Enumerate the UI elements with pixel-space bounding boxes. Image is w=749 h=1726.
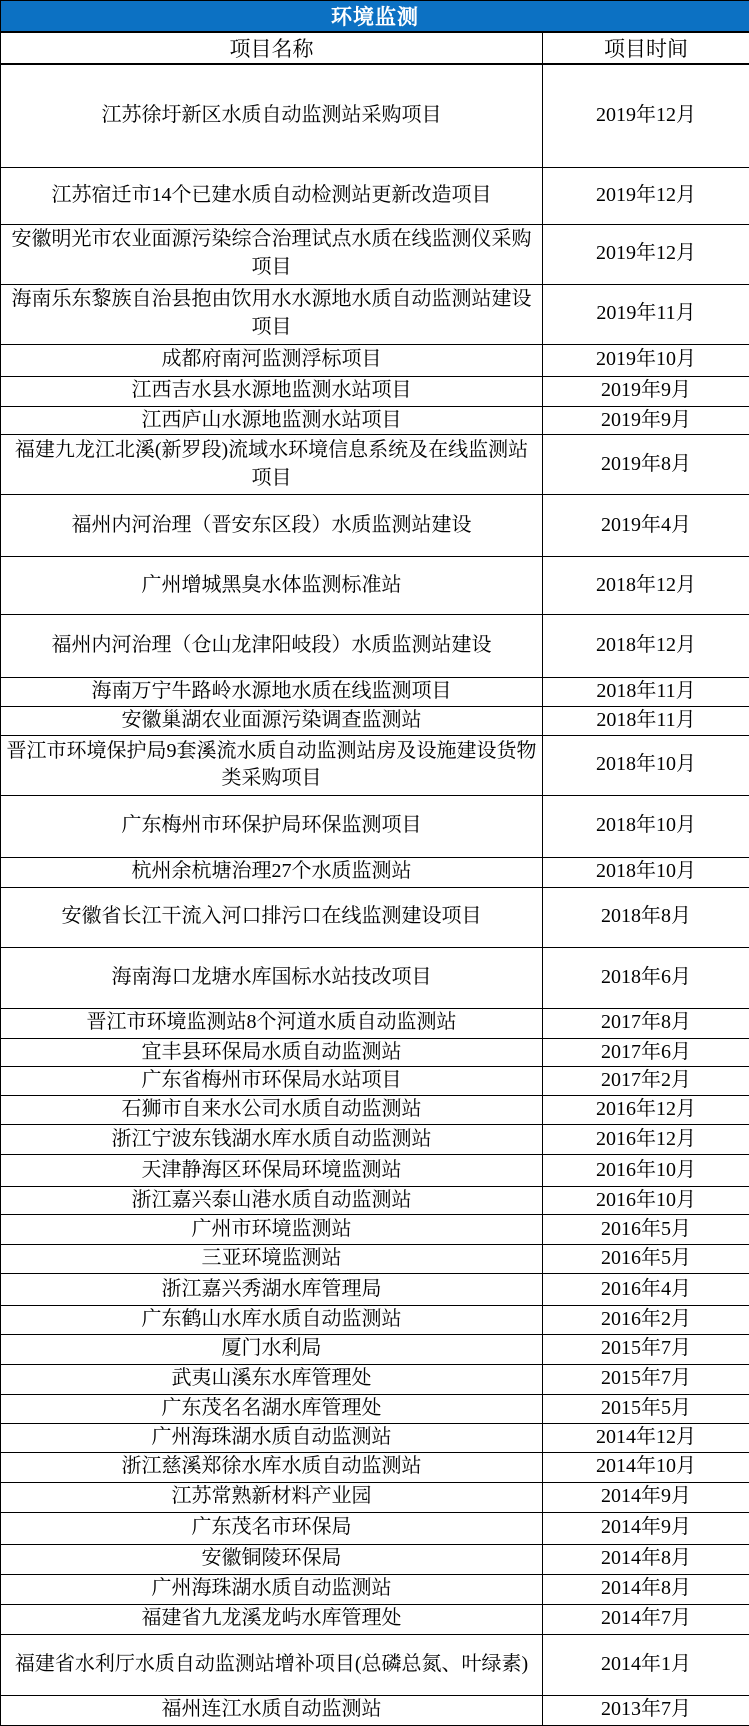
project-date-cell: 2019年12月 <box>543 167 749 224</box>
project-name-cell: 福州连江水质自动监测站 <box>1 1695 543 1725</box>
project-name-cell: 江苏常熟新材料产业园 <box>1 1482 543 1512</box>
project-date-cell: 2017年2月 <box>543 1067 749 1096</box>
project-date-cell: 2019年4月 <box>543 495 749 557</box>
table-row <box>1 1154 749 1186</box>
project-name-cell: 成都府南河监测浮标项目 <box>1 344 543 376</box>
table-row <box>1 344 749 376</box>
table-row <box>1 1634 749 1695</box>
table-row <box>1 435 749 495</box>
table-row <box>1 1544 749 1574</box>
table-row <box>1 735 749 795</box>
project-name-cell: 福建九龙江北溪(新罗段)流域水环境信息系统及在线监测站项目 <box>1 435 543 495</box>
project-date-cell: 2019年10月 <box>543 344 749 376</box>
table-row <box>1 1364 749 1394</box>
table-body <box>1 64 749 1725</box>
project-name-cell: 晋江市环境保护局9套溪流水质自动监测站房及设施建设货物类采购项目 <box>1 735 543 795</box>
project-name-cell: 浙江慈溪郑徐水库水质自动监测站 <box>1 1452 543 1482</box>
table-row <box>1 1274 749 1306</box>
project-name-cell: 浙江嘉兴秀湖水库管理局 <box>1 1274 543 1306</box>
table-row <box>1 1306 749 1335</box>
table-row <box>1 1067 749 1096</box>
project-name-cell: 福建省九龙溪龙屿水库管理处 <box>1 1604 543 1634</box>
project-name-cell: 广州海珠湖水质自动监测站 <box>1 1423 543 1452</box>
table-row <box>1 1512 749 1544</box>
table-row <box>1 1452 749 1482</box>
project-name-cell: 广州市环境监测站 <box>1 1215 543 1245</box>
project-date-cell: 2018年11月 <box>543 678 749 707</box>
table-row <box>1 406 749 435</box>
project-date-cell: 2018年10月 <box>543 795 749 857</box>
project-date-cell: 2016年12月 <box>543 1096 749 1125</box>
table-row <box>1 1038 749 1067</box>
project-date-cell: 2014年1月 <box>543 1634 749 1695</box>
project-date-cell: 2016年10月 <box>543 1154 749 1186</box>
table-row <box>1 947 749 1008</box>
project-name-cell: 江西庐山水源地监测水站项目 <box>1 406 543 435</box>
table-row <box>1 1695 749 1725</box>
project-date-cell: 2019年9月 <box>543 376 749 406</box>
table-row <box>1 1574 749 1604</box>
project-date-cell: 2014年8月 <box>543 1574 749 1604</box>
project-name-cell: 广州增城黑臭水体监测标准站 <box>1 557 543 615</box>
project-date-cell: 2019年12月 <box>543 64 749 167</box>
project-date-cell: 2015年7月 <box>543 1364 749 1394</box>
project-name-cell: 宜丰县环保局水质自动监测站 <box>1 1038 543 1067</box>
project-name-cell: 江苏徐圩新区水质自动监测站采购项目 <box>1 64 543 167</box>
table-row <box>1 615 749 678</box>
project-name-cell: 广东梅州市环保护局环保监测项目 <box>1 795 543 857</box>
project-date-cell: 2018年11月 <box>543 707 749 736</box>
project-date-cell: 2017年6月 <box>543 1038 749 1067</box>
column-header-row <box>1 32 749 64</box>
project-name-cell: 广东茂名市环保局 <box>1 1512 543 1544</box>
project-date-cell: 2019年12月 <box>543 224 749 284</box>
table-row <box>1 1124 749 1154</box>
project-name-cell: 安徽明光市农业面源污染综合治理试点水质在线监测仪采购项目 <box>1 224 543 284</box>
project-name-cell: 晋江市环境监测站8个河道水质自动监测站 <box>1 1008 543 1038</box>
project-name-cell: 福州内河治理（晋安东区段）水质监测站建设 <box>1 495 543 557</box>
project-name-cell: 浙江嘉兴泰山港水质自动监测站 <box>1 1186 543 1215</box>
table-row <box>1 1334 749 1364</box>
project-date-cell: 2014年8月 <box>543 1544 749 1574</box>
project-name-cell: 安徽巢湖农业面源污染调查监测站 <box>1 707 543 736</box>
project-name-cell: 福建省水利厅水质自动监测站增补项目(总磷总氮、叶绿素) <box>1 1634 543 1695</box>
table-row <box>1 857 749 887</box>
table-row <box>1 557 749 615</box>
project-date-cell: 2019年9月 <box>543 406 749 435</box>
project-name-cell: 广东茂名名湖水库管理处 <box>1 1394 543 1423</box>
project-name-cell: 安徽省长江干流入河口排污口在线监测建设项目 <box>1 887 543 947</box>
project-name-cell: 天津静海区环保局环境监测站 <box>1 1154 543 1186</box>
table-row <box>1 224 749 284</box>
project-name-cell: 海南万宁牛路岭水源地水质在线监测项目 <box>1 678 543 707</box>
column-header-project-name: 项目名称 <box>1 32 543 64</box>
project-date-cell: 2016年4月 <box>543 1274 749 1306</box>
project-date-cell: 2014年12月 <box>543 1423 749 1452</box>
project-date-cell: 2018年10月 <box>543 857 749 887</box>
project-date-cell: 2016年5月 <box>543 1215 749 1245</box>
table-row <box>1 495 749 557</box>
table-title: 环境监测 <box>1 1 749 33</box>
project-date-cell: 2015年5月 <box>543 1394 749 1423</box>
project-name-cell: 广东鹤山水库水质自动监测站 <box>1 1306 543 1335</box>
banner-row <box>1 1 749 33</box>
project-date-cell: 2016年12月 <box>543 1124 749 1154</box>
table-row <box>1 167 749 224</box>
table-row <box>1 1096 749 1125</box>
project-date-cell: 2014年10月 <box>543 1452 749 1482</box>
table-row <box>1 64 749 167</box>
table-row <box>1 1482 749 1512</box>
project-date-cell: 2018年12月 <box>543 557 749 615</box>
column-header-project-date: 项目时间 <box>543 32 749 64</box>
project-name-cell: 三亚环境监测站 <box>1 1245 543 1274</box>
project-name-cell: 安徽铜陵环保局 <box>1 1544 543 1574</box>
project-name-cell: 福州内河治理（仓山龙津阳岐段）水质监测站建设 <box>1 615 543 678</box>
table-row <box>1 1604 749 1634</box>
project-name-cell: 广东省梅州市环保局水站项目 <box>1 1067 543 1096</box>
table-row <box>1 1245 749 1274</box>
project-name-cell: 浙江宁波东钱湖水库水质自动监测站 <box>1 1124 543 1154</box>
project-name-cell: 石狮市自来水公司水质自动监测站 <box>1 1096 543 1125</box>
table-row <box>1 795 749 857</box>
table-row <box>1 1423 749 1452</box>
project-date-cell: 2018年8月 <box>543 887 749 947</box>
table-row <box>1 1008 749 1038</box>
table-row <box>1 376 749 406</box>
project-date-cell: 2014年7月 <box>543 1604 749 1634</box>
project-date-cell: 2017年8月 <box>543 1008 749 1038</box>
project-name-cell: 江西吉水县水源地监测水站项目 <box>1 376 543 406</box>
project-date-cell: 2016年10月 <box>543 1186 749 1215</box>
table-row <box>1 1394 749 1423</box>
project-date-cell: 2016年2月 <box>543 1306 749 1335</box>
project-name-cell: 杭州余杭塘治理27个水质监测站 <box>1 857 543 887</box>
table-row <box>1 707 749 736</box>
table-row <box>1 1215 749 1245</box>
project-name-cell: 江苏宿迁市14个已建水质自动检测站更新改造项目 <box>1 167 543 224</box>
table-row <box>1 284 749 344</box>
project-name-cell: 海南海口龙塘水库国标水站技改项目 <box>1 947 543 1008</box>
project-date-cell: 2014年9月 <box>543 1482 749 1512</box>
table-row <box>1 1186 749 1215</box>
project-name-cell: 海南乐东黎族自治县抱由饮用水水源地水质自动监测站建设项目 <box>1 284 543 344</box>
project-date-cell: 2018年12月 <box>543 615 749 678</box>
project-date-cell: 2018年10月 <box>543 735 749 795</box>
project-name-cell: 厦门水利局 <box>1 1334 543 1364</box>
project-date-cell: 2013年7月 <box>543 1695 749 1725</box>
project-date-cell: 2019年8月 <box>543 435 749 495</box>
project-date-cell: 2015年7月 <box>543 1334 749 1364</box>
table-row <box>1 678 749 707</box>
project-date-cell: 2019年11月 <box>543 284 749 344</box>
project-date-cell: 2014年9月 <box>543 1512 749 1544</box>
project-date-cell: 2016年5月 <box>543 1245 749 1274</box>
table-row <box>1 887 749 947</box>
project-name-cell: 广州海珠湖水质自动监测站 <box>1 1574 543 1604</box>
project-name-cell: 武夷山溪东水库管理处 <box>1 1364 543 1394</box>
project-date-cell: 2018年6月 <box>543 947 749 1008</box>
